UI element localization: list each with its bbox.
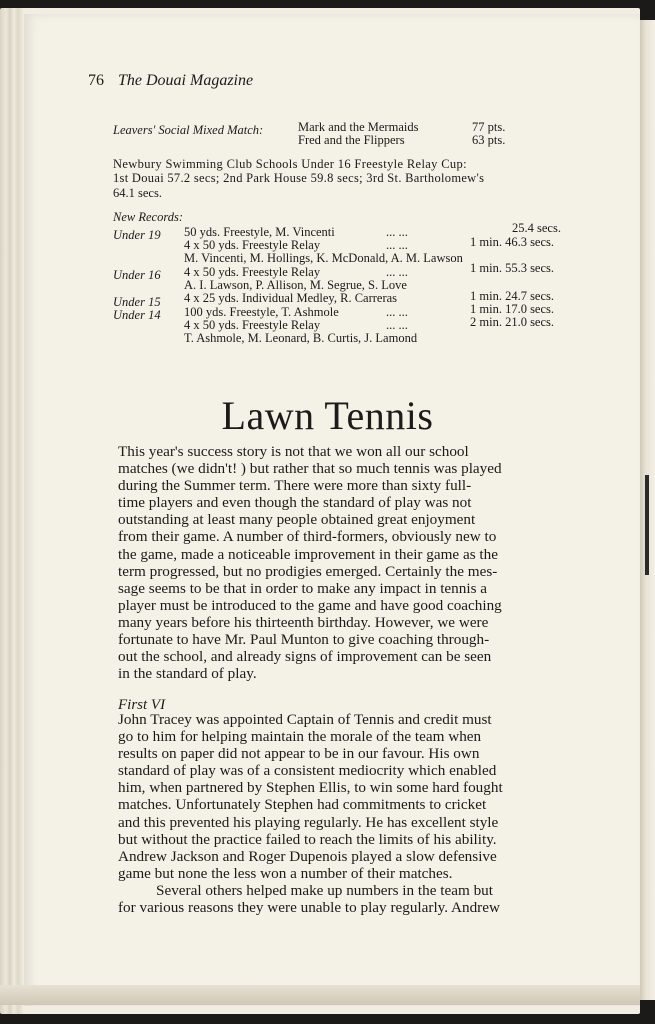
match-team-1: Mark and the Mermaids	[298, 120, 419, 134]
text-line: John Tracey was appointed Captain of Tennis and credit must	[118, 711, 492, 728]
text-line: matches. Unfortunately Stephen had commitments to cricket	[118, 796, 487, 814]
record-event: 4 x 50 yds. Freestyle Relay	[184, 265, 321, 279]
text-line: and this prevented his playing regularly. He has excellent style	[118, 813, 499, 831]
record-time: 25.4 secs.	[512, 221, 561, 235]
text-line: Andrew Jackson and Roger Dupenois played a slow defensive	[118, 847, 497, 865]
record-swimmers: A. I. Lawson, P. Allison, M. Segrue, S. Love	[184, 278, 407, 292]
record-time: 1 min. 17.0 secs.	[470, 302, 555, 316]
text-line: but without the practice failed to reach the limits of his ability.	[118, 830, 497, 848]
binding-marker	[645, 475, 649, 575]
record-leader-dots: ... ...	[386, 318, 408, 332]
text-line: This year's success story is not that we won all our school	[118, 443, 469, 460]
running-header	[88, 72, 253, 90]
text-line: game but none the less won a number of their matches.	[118, 864, 453, 882]
record-group: Under 15	[113, 295, 161, 309]
record-event: 50 yds. Freestyle, M. Vincenti	[184, 225, 335, 239]
text-line: matches (we didn't! ) but rather that so much tennis was played	[118, 460, 502, 478]
record-event: 4 x 50 yds. Freestyle Relay	[184, 318, 321, 332]
page-number: 76	[88, 72, 104, 89]
record-leader-dots: ... ...	[386, 265, 408, 279]
text-line: time players and even though the standard of play was not	[118, 494, 472, 512]
match-label: Leavers' Social Mixed Match:	[113, 123, 264, 137]
section-title: Lawn Tennis	[221, 393, 434, 438]
text-line: him, when partnered by Stephen Ellis, to win some hard fought	[118, 779, 503, 797]
page-bottom-edge	[0, 985, 640, 1005]
text-line: fortunate to have Mr. Paul Munton to give coaching through-	[118, 631, 490, 649]
text-line: Several others helped make up numbers in the team but	[156, 881, 493, 899]
record-leader-dots: ... ...	[386, 305, 408, 319]
record-group: Under 14	[113, 308, 161, 322]
match-points-1: 77 pts.	[472, 120, 506, 134]
record-time: 2 min. 21.0 secs.	[470, 315, 555, 329]
newbury-line-3: 64.1 secs.	[113, 186, 162, 200]
text-line: go to him for helping maintain the morale of the team when	[118, 728, 482, 746]
match-team-2: Fred and the Flippers	[298, 133, 405, 147]
records-heading: New Records:	[113, 210, 184, 224]
record-time: 1 min. 55.3 secs.	[470, 261, 555, 275]
first-vi-paragraph	[118, 711, 575, 916]
text-line: sage seems to be that in order to make any impact in tennis a	[118, 579, 488, 597]
subsection-heading: First VI	[118, 697, 166, 713]
record-swimmers: M. Vincenti, M. Hollings, K. McDonald, A. M. Lawson	[184, 251, 463, 265]
record-group: Under 16	[113, 268, 161, 282]
text-line: player must be introduced to the game and have good coaching	[118, 596, 502, 614]
record-swimmers: T. Ashmole, M. Leonard, B. Curtis, J. Lamond	[184, 331, 418, 345]
record-time: 1 min. 24.7 secs.	[470, 289, 555, 303]
record-event: 100 yds. Freestyle, T. Ashmole	[184, 305, 339, 319]
magazine-title: The Douai Magazine	[118, 72, 254, 89]
facing-page-edge	[640, 20, 655, 1000]
text-line: results on paper did not appear to be in our favour. His own	[118, 745, 480, 763]
text-line: the game, made a noticeable improvement in their game as the	[118, 545, 498, 563]
text-line: term progressed, but no prodigies emerged. Certainly the mes-	[118, 562, 498, 580]
newbury-line-1: Newbury Swimming Club Schools Under 16 Freestyle Relay Cup:	[113, 157, 467, 171]
text-line: in the standard of play.	[118, 665, 257, 683]
record-time: 1 min. 46.3 secs.	[470, 235, 555, 249]
record-group: Under 19	[113, 228, 161, 242]
newbury-line-2: 1st Douai 57.2 secs; 2nd Park House 59.8 secs; 3rd St. Bartholomew's	[113, 171, 485, 185]
text-line: for various reasons they were unable to play regularly. Andrew	[118, 899, 500, 917]
text-line: outstanding at least many people obtained great enjoyment	[118, 511, 476, 529]
intro-paragraph	[118, 443, 575, 682]
text-line: out the school, and already signs of improvement can be seen	[118, 648, 492, 666]
record-event: 4 x 25 yds. Individual Medley, R. Carreras	[184, 291, 398, 305]
record-event: 4 x 50 yds. Freestyle Relay	[184, 238, 321, 252]
text-line: during the Summer term. There were more than sixty full-	[118, 477, 472, 495]
text-line: many years before his thirteenth birthday. However, we were	[118, 613, 489, 631]
record-leader-dots: ... ...	[386, 238, 408, 252]
record-leader-dots: ... ...	[386, 225, 408, 239]
text-line: from their game. A number of third-formers, obviously new to	[118, 528, 497, 546]
text-line: standard of play was of a consistent mediocrity which enabled	[118, 762, 497, 780]
match-points-2: 63 pts.	[472, 133, 506, 147]
